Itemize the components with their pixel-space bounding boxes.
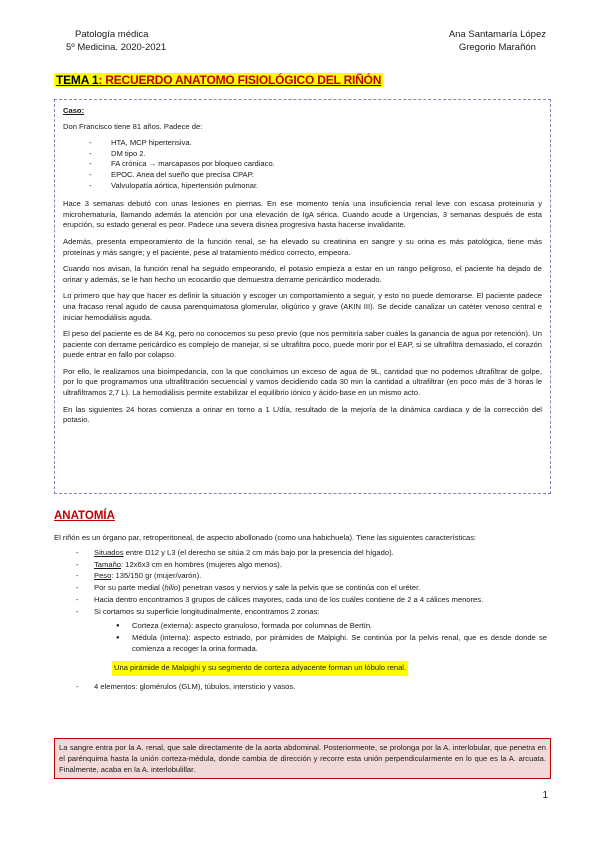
- hilio-post: ) penetran vasos y nervios y sale la pelvis que se continúa con el uréter.: [178, 583, 421, 593]
- list-item: - EPOC. Anea del sueño que precisa CPAP.: [89, 170, 542, 181]
- list-item: [76, 583, 547, 594]
- list-item: [76, 571, 547, 582]
- item-text: : 12x6x3 cm en hombres (mujeres algo menos).: [121, 559, 282, 569]
- list-item: [76, 548, 547, 559]
- course-name: Patología médica: [75, 29, 149, 40]
- anatomy-intro: El riñón es un órgano par, retroperitoneal, de aspecto abollonado (como una habichuela). Tiene las siguientes características:: [54, 533, 477, 542]
- header-right: [449, 28, 546, 54]
- anatomy-list: [54, 548, 547, 693]
- list-item: - FA crónica → marcapasos por bloqueo cardiaco.: [89, 159, 542, 170]
- page-title: [54, 73, 383, 87]
- case-paragraph: El peso del paciente es de 84 Kg, pero no conocemos su peso previo (que nos permitiría saber cuáles la ganancia de agua por retención). Un paciente con derrame pericárdico es complejo de manejar, si se ultrafiltra poco, puede morir por el EAP, si se ultrafiltra demasiado, el corazón puede entrar en fallo por colapso.: [63, 329, 542, 360]
- page-number: 1: [542, 790, 548, 801]
- blood-flow-box: La sangre entra por la A. renal, que sale directamente de la aorta abdominal. Posteriormente, se prolonga por la A. interlobular, que penetra en el parénquima hasta la unión corteza-médula, donde cambia de dirección y recorre esta unión perpendicularmente en lo que es la A. arcuata. Finalmente, acaba en la A. interlobulillar.: [54, 738, 551, 779]
- header-left: [66, 28, 166, 54]
- item-key: Tamaño: [94, 559, 122, 569]
- conditions-list: [63, 138, 542, 191]
- anatomy-section: [54, 533, 547, 694]
- title-subtitle: : RECUERDO ANATOMO FISIOLÓGICO DEL RIÑÓN: [98, 73, 382, 87]
- hospital-name: Gregorio Marañón: [458, 42, 536, 53]
- case-paragraph: En las siguientes 24 horas comienza a orinar en torno a 1 L/día, resultado de la mejoría de la dinámica cardiaca y de la corrección del potasio.: [63, 404, 542, 425]
- hilio-pre: Por su parte medial (: [94, 583, 165, 593]
- item-key: Peso: [94, 571, 112, 581]
- lobule-highlight: Una pirámide de Malpighi y su segmento de corteza adyacente forman un lóbulo renal.: [112, 661, 408, 676]
- zone-item: ● Médula (interna): aspecto estriado, por pirámides de Malpighi. Se continúa por la pelvis renal, que es desde donde se comienza a recoger la orina formada.: [116, 633, 547, 655]
- zone-item: ● Corteza (externa): aspecto granuloso, formada por columnas de Bertín.: [116, 621, 547, 632]
- list-item: [76, 560, 547, 571]
- list-item: - Valvulopatía aórtica, hipertensión pulmonar.: [89, 181, 542, 192]
- case-paragraph: Además, presenta empeoramiento de la función renal, se ha elevado su creatinina en sangre y su orina es más patológica, tiene más proteínas y más sangre; y el paciente, pese al tratamiento médico correcto, empeora.: [63, 236, 542, 257]
- case-box: [54, 99, 551, 494]
- case-paragraph: Lo primero que hay que hacer es definir la situación y escoger un comportamiento a seguir, y esto no puede demorarse. El paciente padece una fracaso renal agudo de causa parenquimatosa glomerular, oligúrico y grave (AKIN III). Se decide canalizar un catéter venoso central e iniciar hemodiálisis aguda.: [63, 291, 542, 322]
- hilio-word: hilio: [164, 583, 178, 593]
- course-year: 5º Medicina. 2020-2021: [66, 42, 167, 53]
- zones-list: [94, 621, 547, 655]
- title-tema: TEMA 1: [56, 73, 99, 87]
- item-text: : 135/150 gr (mujer/varón).: [111, 571, 202, 581]
- case-paragraph: Cuando nos avisan, la función renal ha seguido empeorando, el potasio empieza a estar en un rango peligroso, el paciente ha dejado de orinar y además, se le han hecho un ecocardio que demuestra derrame pericárdico moderado.: [63, 264, 542, 284]
- author-name: Ana Santamaría López: [448, 29, 546, 40]
- zones-intro: Si cortamos su superficie longitudinalmente, encontramos 2 zonas:: [94, 606, 320, 616]
- case-intro: Don Francisco tiene 81 años. Padece de:: [63, 121, 203, 131]
- case-paragraph: Por ello, le realizamos una bioimpedancia, con la que concluimos un exceso de agua de 9L, cantidad que no podemos ultrafiltrar de golpe, por lo que programamos una ultrafiltración secuencial y vamos decidiendo cada 30 min la cantidad a ultrafiltrar (en poco más de 3 horas le ultrafiltramos 2,7 L). La hemodiálisis permite estabilizar el equilibrio iónico y ácido-base en un mismo acto.: [63, 366, 542, 398]
- list-item: - 4 elementos: glomérulos (GLM), túbulos, intersticio y vasos.: [76, 682, 547, 693]
- item-key: Situados: [94, 547, 124, 557]
- case-paragraph: Hace 3 semanas debutó con unas lesiones en piernas. En ese momento tenía una insuficiencia renal leve con escasa proteinuria y microhematuria, llamando además la atención por una elevación de IgA sérica. Cuando acude a Urgencias, 3 semanas después de esta erupción, su estado general es peor. Padece una severa disnea progresiva hasta hacerse invalidante.: [63, 199, 542, 230]
- list-item: - Hacia dentro encontramos 3 grupos de cálices mayores, cada uno de los cuáles contiene de 2 a 4 cálices menores.: [76, 595, 547, 606]
- case-label: Caso:: [63, 106, 85, 115]
- anatomy-heading: ANATOMÍA: [54, 510, 115, 522]
- list-item: - DM tipo 2.: [89, 149, 542, 160]
- list-item: [76, 607, 547, 681]
- list-item: - HTA, MCP hipertensiva.: [89, 138, 542, 149]
- item-text: entre D12 y L3 (el derecho se sitúa 2 cm más bajo por la presencia del hígado).: [123, 547, 394, 557]
